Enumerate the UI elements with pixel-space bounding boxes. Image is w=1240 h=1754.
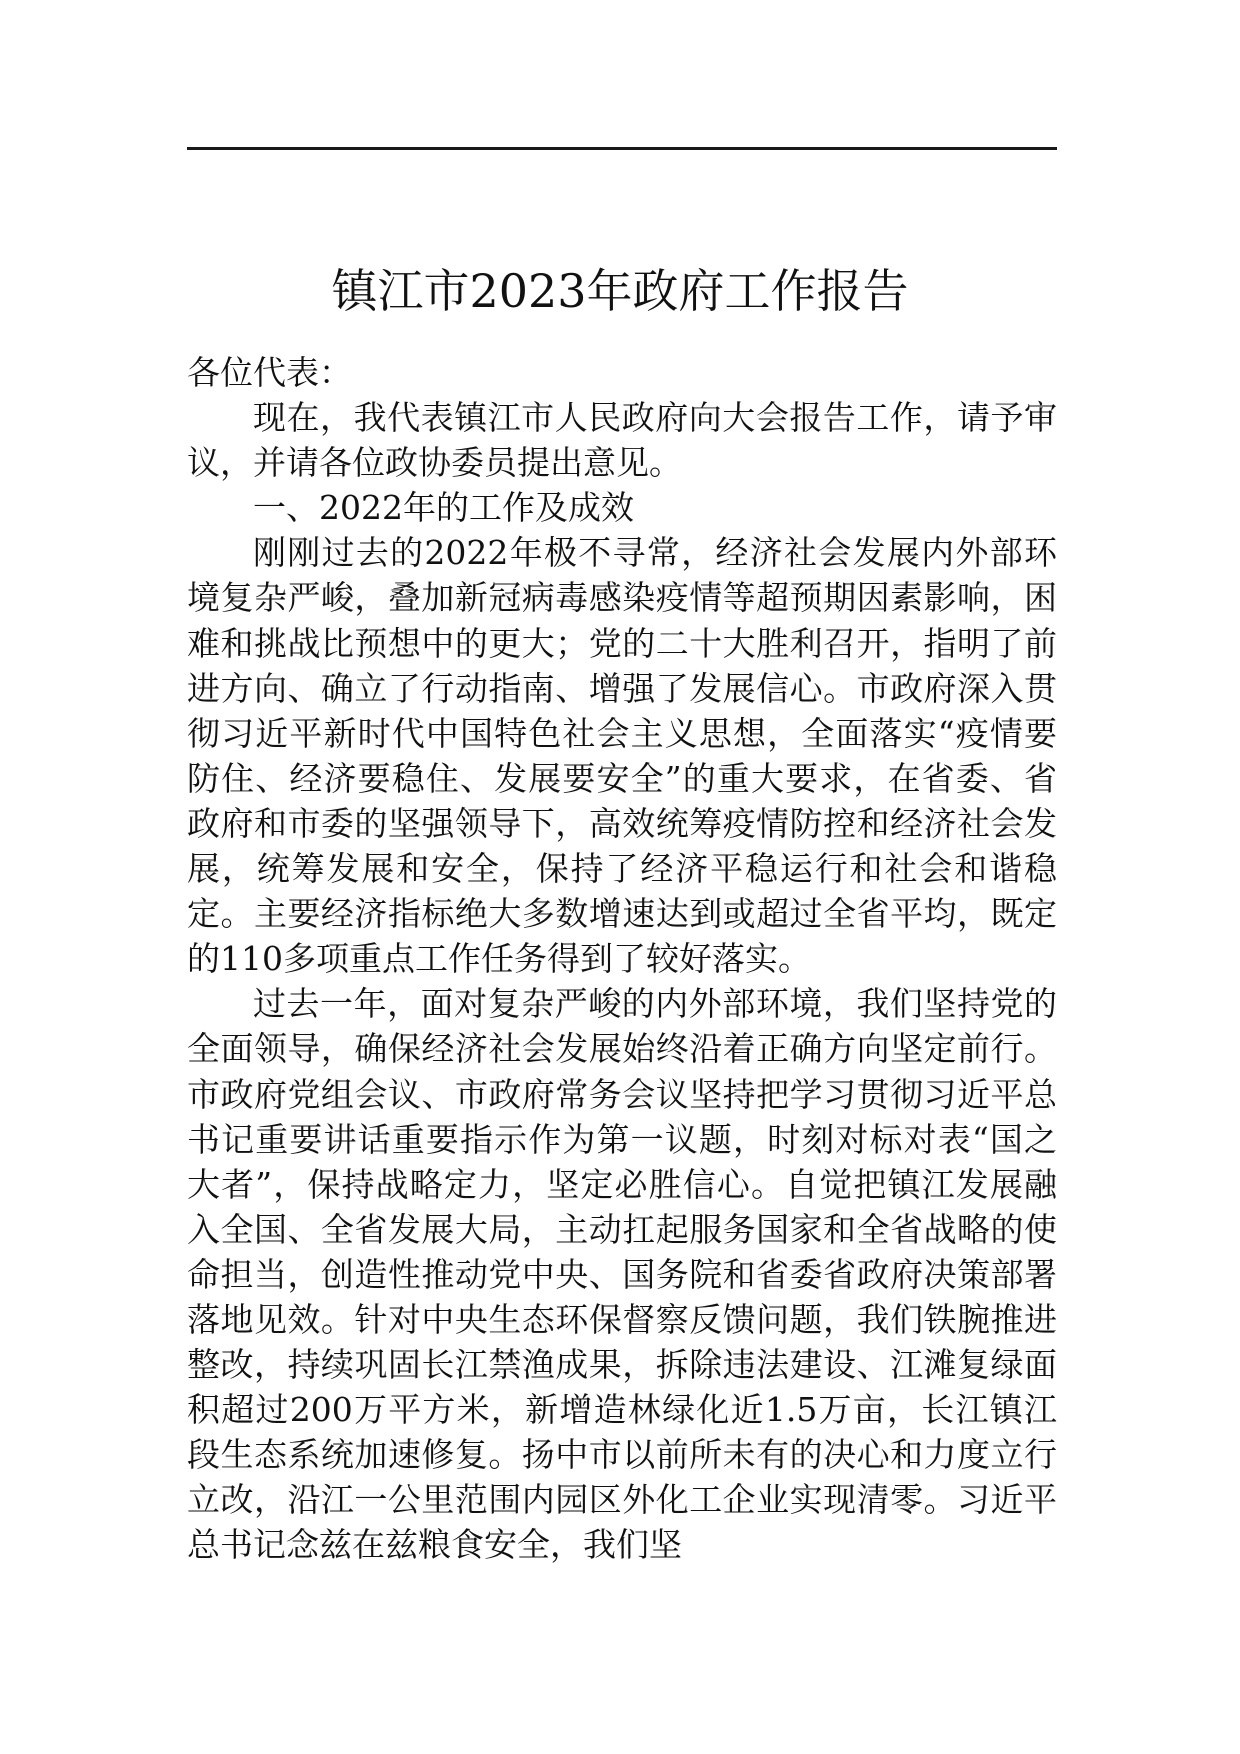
paragraph-intro: 现在，我代表镇江市人民政府向大会报告工作，请予审议，并请各位政协委员提出意见。 — [187, 398, 1057, 483]
document-body — [187, 350, 1057, 1568]
paragraph-leadership: 过去一年，面对复杂严峻的内外部环境，我们坚持党的全面领导，确保经济社会发展始终沿着正确方向坚定前行。市政府党组会议、市政府常务会议坚持把学习贯彻习近平总书记重要讲话重要指示作为第一议题，时刻对标对表“国之大者”，保持战略定力，坚定必胜信心。自觉把镇江发展融入全国、全省发展大局，主动扛起服务国家和全省战略的使命担当，创造性推动党中央、国务院和省委省政府决策部署落地见效。针对中央生态环保督察反馈问题，我们铁腕推进整改，持续巩固长江禁渔成果，拆除违法建设、江滩复绿面积超过200万平方米，新增造林绿化近1.5万亩，长江镇江段生态系统加速修复。扬中市以前所未有的决心和力度立行立改，沿江一公里范围内园区外化工企业实现清零。习近平总书记念兹在兹粮食安全，我们坚 — [187, 984, 1057, 1565]
section-heading: 一、2022年的工作及成效 — [253, 488, 634, 528]
document-title: 镇江市2023年政府工作报告 — [331, 263, 909, 318]
paragraph-overview: 刚刚过去的2022年极不寻常，经济社会发展内外部环境复杂严峻，叠加新冠病毒感染疫情等超预期因素影响，困难和挑战比预想中的更大；党的二十大胜利召开，指明了前进方向、确立了行动指南、增强了发展信心。市政府深入贯彻习近平新时代中国特色社会主义思想，全面落实“疫情要防住、经济要稳住、发展要安全”的重大要求，在省委、省政府和市委的坚强领导下，高效统筹疫情防控和经济社会发展，统筹发展和安全，保持了经济平稳运行和社会和谐稳定。主要经济指标绝大多数增速达到或超过全省平均，既定的110多项重点工作任务得到了较好落实。 — [187, 533, 1057, 979]
header-rule — [187, 147, 1057, 150]
salutation: 各位代表： — [187, 353, 352, 392]
